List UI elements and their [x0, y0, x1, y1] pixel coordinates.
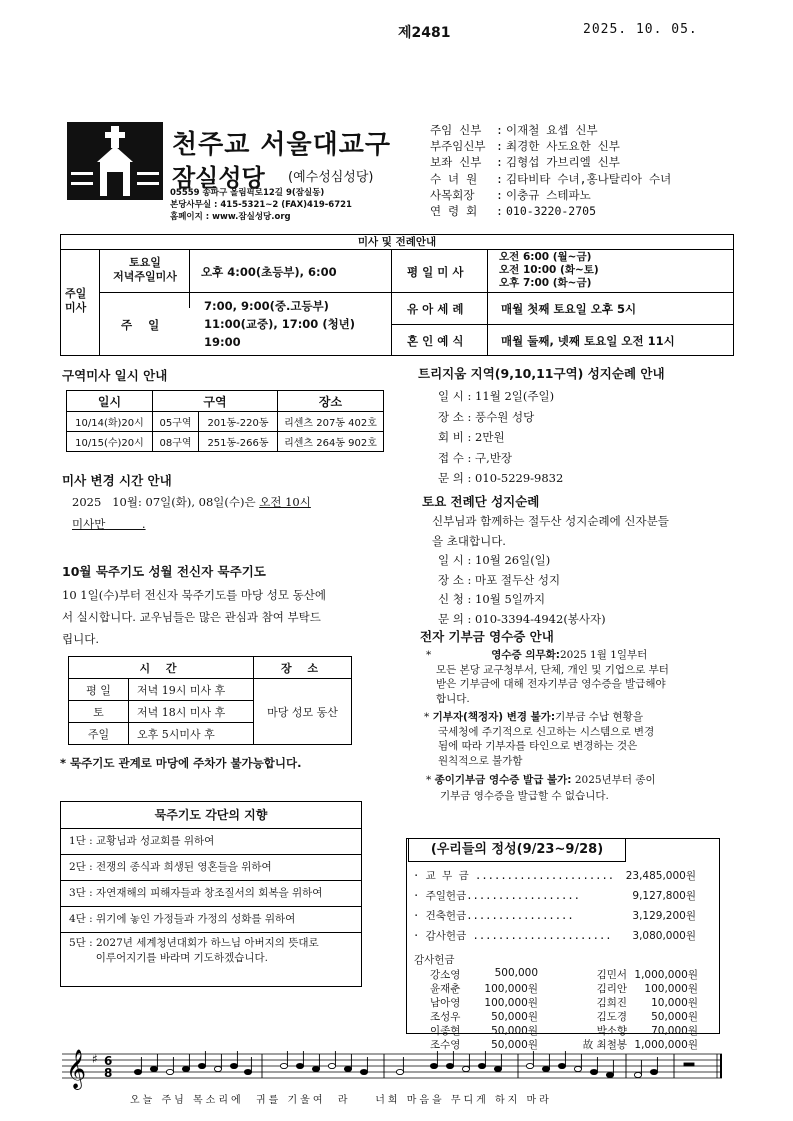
list-item: 3단 : 자연재해의 피해자들과 창조질서의 회복을 위하여 [61, 881, 361, 907]
intentions-title: 묵주기도 각단의 지향 [61, 802, 361, 829]
note-head [134, 1069, 141, 1074]
note-head [182, 1066, 189, 1071]
pilgrimage-title: 트리지움 지역(9,10,11구역) 성지순례 안내 [418, 366, 665, 381]
infant-baptism-time: 매월 첫째 토요일 오후 5시 [501, 302, 637, 316]
receipt-title: 전자 기부금 영수증 안내 [420, 629, 554, 644]
address: 05559 송파구 올림픽로12길 9(잠실동) [170, 188, 325, 198]
thanks-cell: 조수영 [430, 1039, 461, 1051]
receipt-paragraph-1: * 영수증 의무화:2025 1월 1일부터 모든 본당 교구청부서, 단체, 개인 및 기업으로 부터 받은 기부금에 대해 전자기부금 영수증을 발급해야 합니다. [426, 649, 669, 705]
note-head [462, 1066, 469, 1071]
table-row: 평 일 저녁 19시 미사 후 마당 성모 동산 [69, 679, 352, 701]
note-head [166, 1069, 173, 1074]
mass-change-title: 미사 변경 시간 안내 [62, 473, 172, 488]
svg-text:8: 8 [104, 1066, 113, 1080]
staff-row: 연 령 회 : 010-3220-2705 [430, 204, 597, 219]
altar-servers-intro: 신부님과 함께하는 절두산 성지순례에 신자분들 을 초대합니다. [432, 514, 669, 548]
note-head [230, 1063, 237, 1068]
note-head [558, 1063, 565, 1068]
rosary-text: 10 1일(수)부터 전신자 묵주기도를 마당 성모 동산에 서 실시합니다. 교우님들은 많은 관심과 참여 부탁드 립니다. [62, 588, 326, 646]
altar-servers-title: 토요 전례단 성지순례 [422, 494, 540, 509]
diocese-title: 천주교 서울대교구 [172, 130, 391, 160]
saturday-mass-label: 토요일 저녁주일미사 [113, 256, 177, 283]
wedding-time: 매월 둘째, 넷째 토요일 오전 11시 [501, 334, 675, 348]
note-head [542, 1066, 549, 1071]
note-head [634, 1072, 641, 1077]
note-head [526, 1063, 533, 1068]
mass-change-text: 2025 10월: 07일(화), 08일(수)은 오전 10시 [72, 495, 311, 509]
parish-title: 잠실성당 [172, 164, 265, 192]
rosary-title: 10월 묵주기도 성월 전신자 묵주기도 [62, 564, 266, 579]
offering-value: 3,129,200원 [632, 910, 696, 922]
note-head [150, 1066, 157, 1071]
sharp-icon: ♯ [92, 1052, 98, 1066]
note-head [606, 1072, 613, 1077]
receipt-paragraph-3: * 종이기부금 영수증 발급 불가: 2025년부터 종이 기부금 영수증을 발급할 수 없습니다. [426, 774, 656, 802]
table-row: 10/15(수)20시 08구역 251동-266동 리센츠 264동 902호 [67, 432, 384, 452]
table-row: 토 저녁 18시 미사 후 [69, 701, 352, 723]
thanks-cell: 故 최철봉 [582, 1039, 627, 1051]
offering-label: · 교 무 금 ...................... [413, 870, 615, 882]
note-head [360, 1069, 367, 1074]
offering-label: · 건축헌금................. [413, 910, 574, 922]
note-head [280, 1063, 287, 1068]
staff-row: 부주임신부 : 최경한 사도요한 신부 [430, 139, 620, 154]
note-head [494, 1066, 501, 1071]
offering-label: · 감사헌금 ...................... [413, 930, 612, 942]
note-head [296, 1063, 303, 1068]
mass-change-text-2: 미사만 . [72, 517, 146, 531]
treble-clef-icon: 𝄞 [66, 1049, 87, 1089]
parking-notice: * 묵주기도 관계로 마당에 주차가 불가능합니다. [60, 756, 302, 770]
rest-icon [684, 1063, 694, 1066]
mass-table-header: 미사 및 전례안내 [61, 235, 733, 250]
thanks-offering-label: 감사헌금 [414, 954, 455, 966]
district-mass-title: 구역미사 일시 안내 [62, 368, 168, 383]
note-head [214, 1066, 221, 1071]
office-phone: 본당사무실 : 415-5321~2 (FAX)419-6721 [170, 200, 352, 210]
note-head [396, 1069, 403, 1074]
note-head [650, 1069, 657, 1074]
weekday-mass-label: 평 일 미 사 [407, 265, 464, 279]
list-item: 5단 : 2027년 세계청년대회가 하느님 아버지의 뜻대로 이루어지기를 바라며 기도하겠습니다. [69, 937, 319, 964]
receipt-paragraph-2: * 기부자(책정자) 변경 불가:기부금 수납 현황을 국세청에 주기적으로 신고하는 시스템으로 변경 됨에 따라 기부자를 타인으로 변경하는 것은 원칙적으로 불가함 [424, 711, 655, 767]
saturday-mass-time: 오후 4:00(초등부), 6:00 [201, 265, 337, 279]
svg-text:6: 6 [104, 1054, 113, 1068]
staff-row: 수 녀 원 : 김타비타 수녀,홍나탈리아 수녀 [430, 171, 672, 186]
music-staff [62, 1046, 722, 1090]
issue-number: 제2481 [398, 25, 451, 41]
church-logo [67, 122, 163, 200]
note-head [198, 1063, 205, 1068]
infant-baptism-label: 유 아 세 례 [407, 302, 464, 316]
altar-servers-details: 일 시 : 10월 26일(일) 장 소 : 마포 절두산 성지 신 청 : 10월 5일까지 문 의 : 010-3394-4942(봉사자) [438, 553, 606, 626]
table-row: 주일 오후 5시미사 후 [69, 723, 352, 745]
note-head [244, 1069, 251, 1074]
staff-list [430, 122, 671, 219]
offering-label: · 주일헌금.................. [413, 890, 581, 902]
issue-date: 2025. 10. 05. [583, 22, 698, 37]
offering-value: 3,080,000원 [632, 930, 696, 942]
note-head [328, 1063, 335, 1068]
rosary-schedule-table: 시 간 장 소 평 일 저녁 19시 미사 후 마당 성모 동산 토 저녁 18시 미사 후 주일 오후 5시미사 후 [68, 656, 352, 745]
note-head [446, 1063, 453, 1068]
note-head [312, 1066, 319, 1071]
mass-schedule-table [60, 234, 734, 356]
thanks-cell: 50,000원 [491, 1039, 538, 1051]
offering-value: 9,127,800원 [632, 890, 696, 902]
parish-subtitle: (예수성심성당) [288, 170, 374, 185]
list-item: 4단 : 위기에 놓인 가정들과 가정의 성화를 위하여 [61, 907, 361, 933]
list-item: 2단 : 전쟁의 종식과 희생된 영혼들을 위하여 [61, 855, 361, 881]
note-head [478, 1063, 485, 1068]
district-mass-table: 일시 구역 장소 10/14(화)20시 05구역 201동-220동 리센츠 207동 402호 10/15(수)20시 08구역 251동-266동 리센츠 264동 902호 [66, 390, 384, 452]
note-head [344, 1066, 351, 1071]
sunday-mass-label: 주일 미사 [65, 287, 87, 314]
music-notes [134, 1051, 694, 1078]
homepage: 홈페이지 : www.잠실성당.org [170, 212, 291, 222]
staff-row: 사목회장 : 이충규 스테파노 [430, 187, 591, 202]
rosary-place: 마당 성모 동산 [254, 679, 352, 745]
sunday-mass-times: 7:00, 9:00(중.고등부) 11:00(교중), 17:00 (청년) 19:00 [204, 299, 356, 349]
table-row: 10/14(화)20시 05구역 201동-220동 리센츠 207동 402호 [67, 412, 384, 432]
wedding-label: 혼 인 예 식 [407, 334, 464, 348]
weekday-mass-times: 오전 6:00 (월~금) 오전 10:00 (화~토) 오후 7:00 (화~금) [499, 251, 599, 289]
note-head [574, 1066, 581, 1071]
note-head [430, 1063, 437, 1068]
church-icon [67, 122, 163, 200]
offering-title: (우리들의 정성(9/23~9/28) [408, 838, 626, 862]
song-lyrics: 오늘 주님 목소리에 귀를 기울여 라 너희 마음을 무디게 하지 마라 [130, 1095, 552, 1106]
rosary-intentions-box [60, 801, 362, 987]
pilgrimage-details: 일 시 : 11월 2일(주일) 장 소 : 풍수원 성당 회 비 : 2만원 접 수 : 구,반장 문 의 : 010-5229-9832 [438, 389, 564, 485]
offering-value: 23,485,000원 [625, 870, 696, 882]
thanks-cell: 1,000,000원 [634, 1039, 698, 1051]
staff-row: 주임 신부 : 이재철 요셉 신부 [430, 123, 598, 137]
list-item: 1단 : 교황님과 성교회를 위하여 [61, 829, 361, 855]
staff-row: 보좌 신부 : 김형섭 가브리엘 신부 [430, 155, 620, 170]
sunday-label: 주 일 [121, 318, 160, 332]
note-head [590, 1069, 597, 1074]
